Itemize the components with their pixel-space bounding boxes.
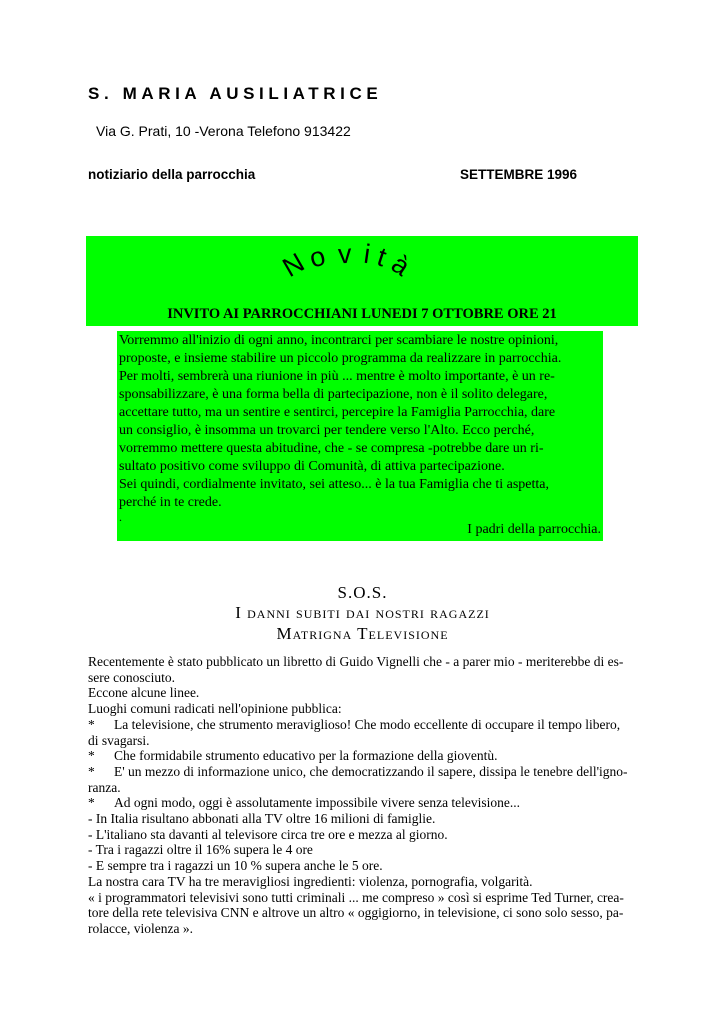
bullet-item <box>88 795 638 811</box>
novita-letter: v <box>337 238 353 270</box>
stray-dot: . <box>119 510 122 524</box>
quote-line: « i programmatori televisivi sono tutti criminali ... me compreso » così si esprime Ted Turner, crea- <box>88 889 624 905</box>
article-line: Eccone alcune linee. <box>88 685 200 701</box>
fact-line: - E sempre tra i ragazzi un 10 % supera anche le 5 ore. <box>88 858 383 874</box>
novita-letter: à <box>386 248 416 282</box>
bullet-continuation: di svagarsi. <box>88 732 150 748</box>
quote-line: tore della rete televisiva CNN e altrove un altro « oggigiorno, in televisione, ci sono solo sesso, pa- <box>88 905 624 921</box>
bullet-item <box>88 764 638 780</box>
invitation-line: proposte, e insieme stabilire un piccolo programma da realizzare in parrocchia. <box>119 351 562 366</box>
bullet-text: Ad ogni modo, oggi è assolutamente impossibile vivere senza televisione... <box>114 795 521 811</box>
bullet-continuation: ranza. <box>88 779 121 795</box>
signature: I padri della parrocchia. <box>467 522 601 537</box>
bullet-item <box>88 748 638 764</box>
novita-letter: t <box>373 241 391 273</box>
fact-line: - Tra i ragazzi oltre il 16% supera le 4 ore <box>88 842 313 858</box>
bullet-marker: * <box>88 748 95 764</box>
quote-line: rolacce, violenza ». <box>88 920 193 936</box>
invitation-line: Per molti, sembrerà una riunione in più ... mentre è molto importante, è un re- <box>119 369 555 384</box>
bullet-text: Che formidabile strumento educativo per la formazione della gioventù. <box>114 748 498 764</box>
invitation-line: vorremmo mettere questa abitudine, che - se compresa -potrebbe dare un ri- <box>119 441 544 456</box>
bullet-marker: * <box>88 763 95 779</box>
novita-letter: o <box>306 240 329 274</box>
fact-line: - L'italiano sta davanti al televisore circa tre ore e mezza al giorno. <box>88 826 448 842</box>
parish-title: S. MARIA AUSILIATRICE <box>88 84 383 103</box>
article-title: I danni subiti dai nostri ragazzi <box>235 603 490 622</box>
invitation-line: sultato positivo come sviluppo di Comunità, di attiva partecipazione. <box>119 459 505 474</box>
invitation-line: sponsabilizzare, è una forma bella di partecipazione, non è il solito delegare, <box>119 387 548 402</box>
invite-heading: INVITO AI PARROCCHIANI LUNEDI 7 OTTOBRE ORE 21 <box>167 306 557 322</box>
fact-line: La nostra cara TV ha tre meravigliosi ingredienti: violenza, pornografia, volgarità. <box>88 873 533 889</box>
invitation-box <box>117 331 603 541</box>
invitation-line: Sei quindi, cordialmente invitato, sei atteso... è la tua Famiglia che ti aspetta, <box>119 477 549 492</box>
invitation-line: accettare tutto, ma un sentire e sentirci, percepire la Famiglia Parrocchia, dare <box>119 405 556 420</box>
fact-line: - In Italia risultano abbonati alla TV oltre 16 milioni di famiglie. <box>88 811 436 827</box>
novita-letter: i <box>362 238 373 270</box>
issue-date: SETTEMBRE 1996 <box>460 167 578 182</box>
invitation-line: un consiglio, è insomma un trovarci per tendere verso l'Alto. Ecco perché, <box>119 423 535 438</box>
novita-letter: N <box>277 247 310 283</box>
novita-wordart <box>277 238 430 286</box>
article-line: Recentemente è stato pubblicato un libretto di Guido Vignelli che - a parer mio - meriterebbe di es- <box>88 654 624 669</box>
sos-heading: S.O.S. <box>337 583 388 602</box>
invitation-line: perché in te crede. <box>119 495 222 510</box>
article-subtitle: Matrigna Televisione <box>276 624 449 643</box>
invitation-text <box>119 332 602 512</box>
bullet-text: E' un mezzo di informazione unico, che democratizzando il sapere, dissipa le tenebre dell'igno- <box>114 763 628 779</box>
article-line: Luoghi comuni radicati nell'opinione pubblica: <box>88 701 342 717</box>
article-line: sere conosciuto. <box>88 669 175 685</box>
invitation-line: Vorremmo all'inizio di ogni anno, incontrarci per scambiare le nostre opinioni, <box>119 333 559 348</box>
bullet-marker: * <box>88 795 95 811</box>
bullet-text: La televisione, che strumento meraviglioso! Che modo eccellente di occupare il tempo libero, <box>114 716 621 732</box>
article-body <box>88 654 638 937</box>
bulletin-label: notiziario della parrocchia <box>88 167 256 182</box>
bullet-item <box>88 717 638 733</box>
bullet-marker: * <box>88 716 95 732</box>
parish-address: Via G. Prati, 10 -Verona Telefono 913422 <box>96 123 351 139</box>
